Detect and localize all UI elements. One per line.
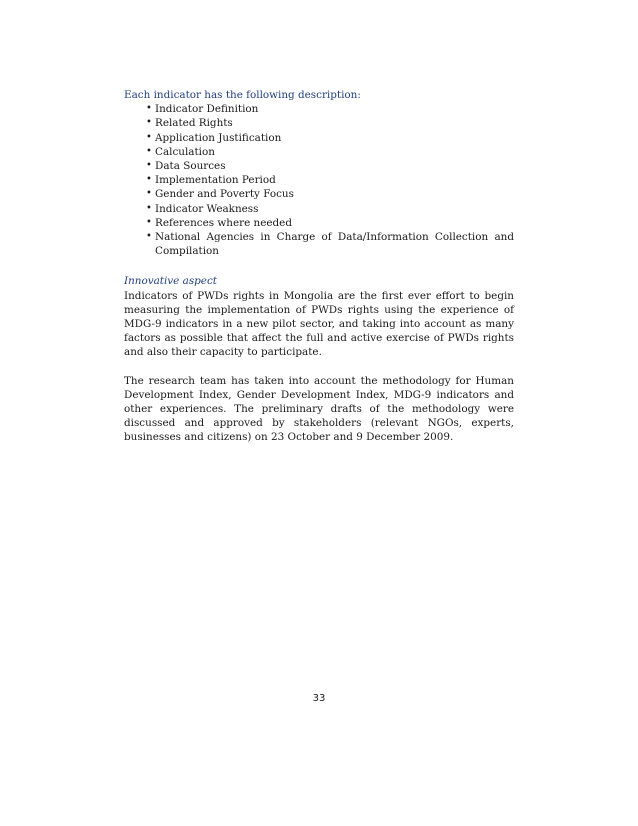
- list-item: [147, 102, 514, 116]
- list-item: [147, 202, 514, 216]
- page-number: 33: [312, 693, 326, 704]
- list-item: [147, 173, 514, 187]
- list-item-label: Gender and Poverty Focus: [155, 188, 294, 201]
- bullet-icon: •: [146, 103, 152, 115]
- bullet-icon: •: [146, 117, 152, 129]
- list-item-label: Application Justification: [155, 131, 282, 144]
- list-item-label: Data Sources: [155, 160, 226, 173]
- methodology-paragraph: The research team has taken into account the methodology for Human Development Index, Gender Development Index, MDG-9 indicators and other experiences. The preliminary drafts of the methodology were discussed and approved by stakeholders (relevant NGOs, experts, businesses and citizens) on 23 October and 9 December 2009.: [124, 374, 514, 444]
- bullet-icon: •: [146, 174, 152, 186]
- list-item-label: Implementation Period: [155, 174, 276, 187]
- description-list: [124, 102, 514, 258]
- bullet-icon: •: [146, 160, 152, 172]
- list-item-label: References where needed: [155, 216, 292, 229]
- list-item-national-agencies: [147, 230, 514, 258]
- list-item-label: Calculation: [155, 145, 215, 158]
- list-item: [147, 145, 514, 159]
- bullet-icon: •: [146, 145, 152, 157]
- list-item-label-line1: National Agencies in Charge of Data/Information Collection and: [155, 231, 514, 244]
- bullet-icon: •: [146, 231, 152, 243]
- list-item-label-line2: Compilation: [155, 245, 219, 258]
- list-item: [147, 187, 514, 201]
- list-item: [147, 116, 514, 130]
- list-item: [147, 159, 514, 173]
- bullet-icon: •: [146, 131, 152, 143]
- innovative-aspect-paragraph: Indicators of PWDs rights in Mongolia are the first ever effort to begin measuring the implementation of PWDs rights using the experience of MDG-9 indicators in a new pilot sector, and taking into account as many factors as possible that affect the full and active exercise of PWDs rights and also their capacity to participate.: [124, 289, 514, 359]
- description-heading: Each indicator has the following description:: [124, 89, 361, 101]
- list-item-label: Related Rights: [155, 117, 233, 130]
- bullet-icon: •: [146, 216, 152, 228]
- list-item: [147, 216, 514, 230]
- innovative-aspect-title: Innovative aspect: [124, 275, 217, 288]
- list-item-label: Indicator Weakness: [155, 202, 259, 215]
- list-item: [147, 131, 514, 145]
- bullet-icon: •: [146, 202, 152, 214]
- list-item-label: Indicator Definition: [155, 103, 259, 116]
- bullet-icon: •: [146, 188, 152, 200]
- page-content: [124, 88, 514, 445]
